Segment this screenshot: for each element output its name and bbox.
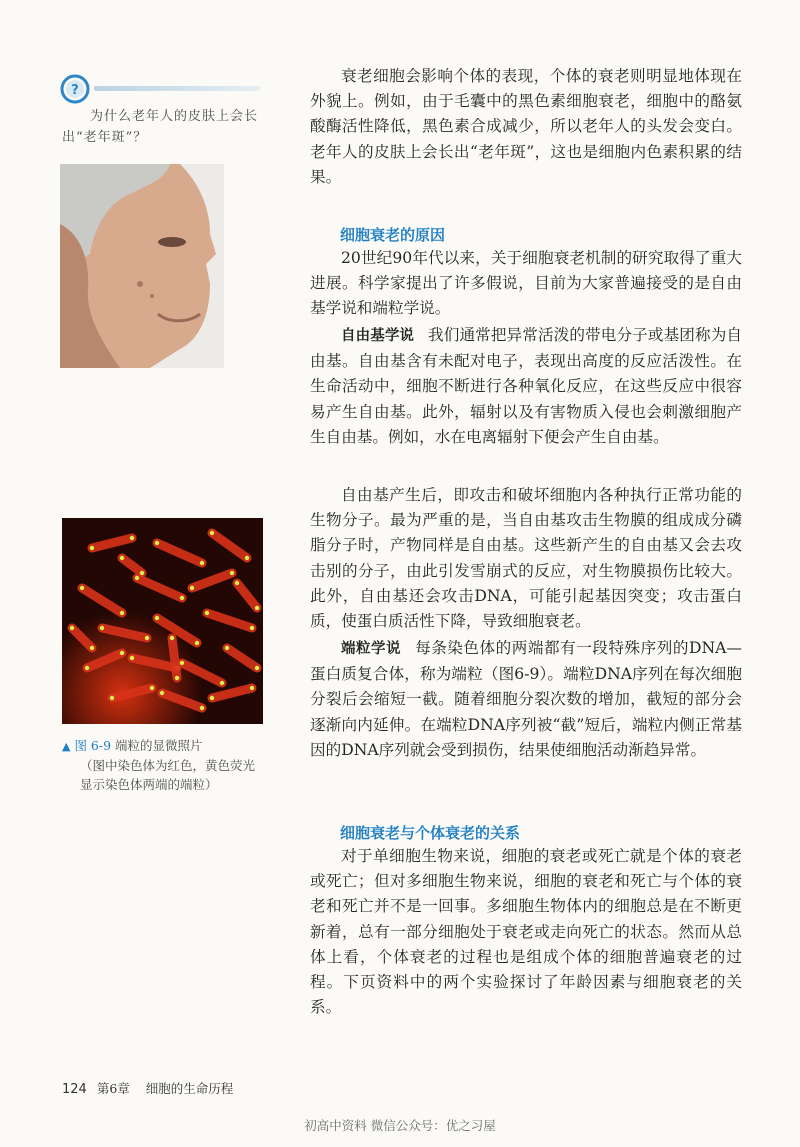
- telomere-dot: [100, 626, 104, 630]
- telomere-dot: [205, 611, 209, 615]
- telomere-dot: [70, 626, 74, 630]
- chromosome: [172, 638, 177, 678]
- telomere-dot: [110, 696, 114, 700]
- svg-text:?: ?: [71, 83, 79, 98]
- telomere-text: 每条染色体的两端都有一段特殊序列的DNA—蛋白质复合体，称为端粒（图6-9）。端粒DNA序列在每次细胞分裂后会缩短一截。随着细胞分裂次数的增加，截短的部分会逐渐向内延伸。在端粒DNA序列被“截”短后，端粒内侧正常基因的DNA序列就会受到损伤，结果使细胞活动渐趋异常。: [310, 639, 742, 759]
- free-radical-paragraph: [310, 323, 742, 450]
- telomere-dot: [120, 611, 124, 615]
- chapter-label: 第6章: [96, 1081, 130, 1096]
- telomere-dot: [220, 681, 224, 685]
- free-radical-term: 自由基学说: [341, 328, 415, 344]
- telomere-dot: [210, 696, 214, 700]
- intro-paragraph: 衰老细胞会影响个体的表现，个体的衰老则明显地体现在外貌上。例如，由于毛囊中的黑色素细胞衰老，细胞中的酪氨酸酶活性降低，黑色素合成减少，所以老年人的头发会变白。老年人的皮肤上会长出“老年斑”，这也是细胞内色素积累的结果。: [310, 67, 742, 186]
- telomere-dot: [155, 541, 159, 545]
- page-number: 124: [62, 1082, 87, 1097]
- telomere-dot: [150, 686, 154, 690]
- elderly-face-photo: [60, 164, 224, 368]
- telomere-dot: [135, 576, 139, 580]
- relationship-paragraph: 对于单细胞生物来说，细胞的衰老或死亡就是个体的衰老或死亡；但对多细胞生物来说，细胞的衰老和死亡与个体的衰老和死亡并不是一回事。多细胞生物体内的细胞总是在不断更新着，总有一部分细胞处于衰老或走向死亡的状态。然而从总体上看，个体衰老的过程也是组成个体的细胞普遍衰老的过程。下页资料中的两个实验探讨了年龄因素与细胞衰老的关系。: [310, 847, 742, 1017]
- page-footer: [62, 1079, 233, 1097]
- figure-label: 图 6-9: [74, 738, 112, 753]
- telomere-dot: [180, 596, 184, 600]
- free-radical-effects-paragraph: 自由基产生后，即攻击和破坏细胞内各种执行正常功能的生物分子。最为严重的是，当自由基攻击生物膜的组成成分磷脂分子时，产物同样是自由基。这些新产生的自由基又会去攻击别的分子，由此引发雪崩式的反应，对生物膜损伤比较大。此外，自由基还会攻击DNA，可能引起基因突变；攻击蛋白质，使蛋白质活性下降，导致细胞衰老。: [310, 486, 742, 631]
- telomere-dot: [160, 691, 164, 695]
- telomere-dot: [200, 706, 204, 710]
- telomere-dot: [255, 606, 259, 610]
- telomere-dot: [235, 581, 239, 585]
- chapter-title: 细胞的生命历程: [145, 1081, 234, 1096]
- figure-title: 端粒的显微照片: [115, 738, 203, 753]
- telomere-dot: [190, 586, 194, 590]
- telomere-dot: [250, 626, 254, 630]
- telomere-dot: [80, 586, 84, 590]
- telomere-dot: [175, 676, 179, 680]
- telomere-dot: [90, 646, 94, 650]
- telomere-dot: [200, 561, 204, 565]
- telomere-dot: [255, 666, 259, 670]
- free-radical-text: 我们通常把异常活泼的带电分子或基团称为自由基。自由基含有未配对电子，表现出高度的反应活泼性。在生命活动中，细胞不断进行各种氧化反应，在这些反应中很容易产生自由基。此外，辐射以及有害物质入侵也会刺激细胞产生自由基。例如，水在电离辐射下便会产生自由基。: [310, 326, 742, 446]
- telomere-dot: [245, 556, 249, 560]
- telomere-dot: [130, 656, 134, 660]
- telomere-dot: [250, 686, 254, 690]
- telomere-dot: [90, 546, 94, 550]
- figure-caption: [62, 736, 267, 794]
- sidebar-question: 为什么老年人的皮肤上会长出“老年斑”？: [62, 109, 259, 145]
- telomere-micrograph: [62, 518, 263, 724]
- telomere-dot: [140, 571, 144, 575]
- telomere-dot: [130, 536, 134, 540]
- telomere-dot: [145, 636, 149, 640]
- telomere-dot: [170, 636, 174, 640]
- telomere-dot: [195, 641, 199, 645]
- figure-note: （图中染色体为红色，黄色荧光显示染色体两端的端粒）: [80, 758, 256, 792]
- section-heading-causes: 细胞衰老的原因: [340, 226, 446, 244]
- telomere-dot: [230, 571, 234, 575]
- telomere-dot: [225, 646, 229, 650]
- telomere-term: 端粒学说: [341, 641, 402, 657]
- triangle-marker-icon: ▲: [62, 740, 71, 753]
- telomere-dot: [120, 651, 124, 655]
- telomere-dot: [210, 531, 214, 535]
- telomere-dot: [120, 556, 124, 560]
- causes-paragraph: 20世纪90年代以来，关于细胞衰老机制的研究取得了重大进展。科学家提出了许多假说，目前为大家普遍接受的是自由基学说和端粒学说。: [310, 249, 742, 318]
- telomere-dot: [85, 666, 89, 670]
- telomere-paragraph: [310, 636, 742, 763]
- section-heading-relationship: 细胞衰老与个体衰老的关系: [340, 824, 521, 842]
- telomere-dot: [155, 616, 159, 620]
- watermark-text: 初高中资料 微信公众号：优之习屋: [304, 1118, 496, 1133]
- question-icon: [60, 74, 90, 104]
- question-divider: [94, 86, 260, 91]
- telomere-dot: [180, 661, 184, 665]
